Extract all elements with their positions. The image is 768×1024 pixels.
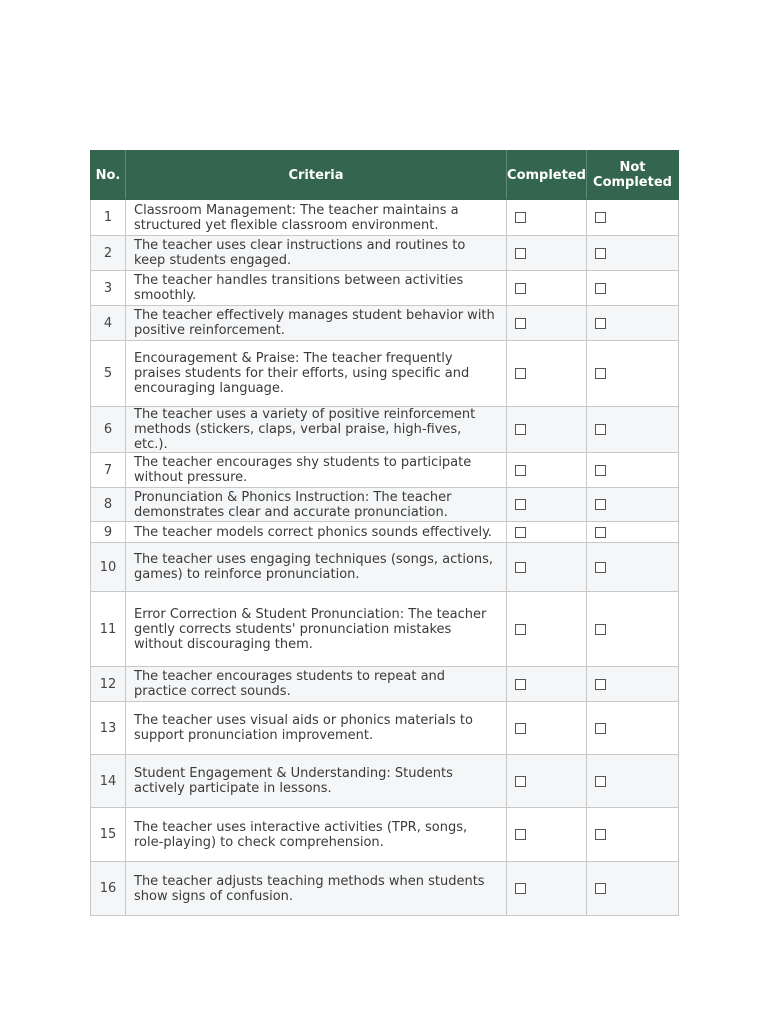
not-completed-cell xyxy=(587,341,679,407)
criteria-text: The teacher handles transitions between activities smoothly. xyxy=(126,271,507,306)
table-row xyxy=(91,522,679,543)
table-row xyxy=(91,755,679,808)
criteria-text: Classroom Management: The teacher maintains a structured yet flexible classroom environment. xyxy=(126,200,507,236)
row-number: 5 xyxy=(91,341,126,407)
completed-checkbox[interactable] xyxy=(515,776,526,787)
criteria-text: The teacher uses engaging techniques (songs, actions, games) to reinforce pronunciation. xyxy=(126,543,507,592)
not-completed-checkbox[interactable] xyxy=(595,465,606,476)
completed-checkbox[interactable] xyxy=(515,212,526,223)
completed-checkbox[interactable] xyxy=(515,465,526,476)
not-completed-checkbox[interactable] xyxy=(595,283,606,294)
not-completed-cell xyxy=(587,667,679,702)
evaluation-checklist-table xyxy=(90,150,679,916)
row-number: 16 xyxy=(91,862,126,916)
row-number: 2 xyxy=(91,236,126,271)
completed-cell xyxy=(507,453,587,488)
not-completed-checkbox[interactable] xyxy=(595,883,606,894)
not-completed-cell xyxy=(587,543,679,592)
completed-cell xyxy=(507,592,587,667)
table-row xyxy=(91,667,679,702)
completed-cell xyxy=(507,543,587,592)
not-completed-cell xyxy=(587,522,679,543)
completed-checkbox[interactable] xyxy=(515,368,526,379)
table-row xyxy=(91,306,679,341)
not-completed-checkbox[interactable] xyxy=(595,723,606,734)
row-number: 4 xyxy=(91,306,126,341)
not-completed-cell xyxy=(587,755,679,808)
header-completed: Completed xyxy=(507,151,587,200)
not-completed-cell xyxy=(587,306,679,341)
completed-cell xyxy=(507,407,587,453)
row-number: 9 xyxy=(91,522,126,543)
criteria-text: The teacher uses interactive activities (TPR, songs, role-playing) to check comprehension. xyxy=(126,808,507,862)
not-completed-cell xyxy=(587,808,679,862)
row-number: 10 xyxy=(91,543,126,592)
row-number: 14 xyxy=(91,755,126,808)
table-row xyxy=(91,200,679,236)
not-completed-checkbox[interactable] xyxy=(595,527,606,538)
table-row xyxy=(91,702,679,755)
not-completed-cell xyxy=(587,488,679,522)
completed-cell xyxy=(507,755,587,808)
completed-checkbox[interactable] xyxy=(515,318,526,329)
criteria-text: The teacher effectively manages student behavior with positive reinforcement. xyxy=(126,306,507,341)
table-row xyxy=(91,543,679,592)
criteria-text: Pronunciation & Phonics Instruction: The teacher demonstrates clear and accurate pronunciation. xyxy=(126,488,507,522)
not-completed-cell xyxy=(587,200,679,236)
completed-cell xyxy=(507,271,587,306)
row-number: 1 xyxy=(91,200,126,236)
header-criteria: Criteria xyxy=(126,151,507,200)
not-completed-cell xyxy=(587,702,679,755)
completed-cell xyxy=(507,236,587,271)
criteria-text: The teacher models correct phonics sounds effectively. xyxy=(126,522,507,543)
not-completed-checkbox[interactable] xyxy=(595,829,606,840)
header-not-completed: Not Completed xyxy=(587,151,679,200)
completed-cell xyxy=(507,488,587,522)
not-completed-checkbox[interactable] xyxy=(595,212,606,223)
row-number: 3 xyxy=(91,271,126,306)
completed-checkbox[interactable] xyxy=(515,527,526,538)
criteria-text: The teacher uses a variety of positive reinforcement methods (stickers, claps, verbal praise, high-fives, etc.). xyxy=(126,407,507,453)
completed-cell xyxy=(507,341,587,407)
completed-cell xyxy=(507,200,587,236)
criteria-text: Student Engagement & Understanding: Students actively participate in lessons. xyxy=(126,755,507,808)
table-row xyxy=(91,341,679,407)
not-completed-checkbox[interactable] xyxy=(595,318,606,329)
table-row xyxy=(91,488,679,522)
completed-checkbox[interactable] xyxy=(515,562,526,573)
row-number: 8 xyxy=(91,488,126,522)
table-row xyxy=(91,236,679,271)
criteria-text: The teacher encourages shy students to participate without pressure. xyxy=(126,453,507,488)
table-row xyxy=(91,592,679,667)
not-completed-cell xyxy=(587,592,679,667)
not-completed-checkbox[interactable] xyxy=(595,499,606,510)
table-row xyxy=(91,862,679,916)
header-no: No. xyxy=(91,151,126,200)
row-number: 7 xyxy=(91,453,126,488)
not-completed-checkbox[interactable] xyxy=(595,776,606,787)
row-number: 12 xyxy=(91,667,126,702)
not-completed-checkbox[interactable] xyxy=(595,424,606,435)
not-completed-cell xyxy=(587,271,679,306)
table-header-row xyxy=(91,151,679,200)
criteria-text: Error Correction & Student Pronunciation: The teacher gently corrects students' pronunciation mistakes without discouraging them. xyxy=(126,592,507,667)
not-completed-checkbox[interactable] xyxy=(595,679,606,690)
completed-checkbox[interactable] xyxy=(515,248,526,259)
completed-checkbox[interactable] xyxy=(515,499,526,510)
completed-checkbox[interactable] xyxy=(515,829,526,840)
criteria-text: The teacher uses clear instructions and routines to keep students engaged. xyxy=(126,236,507,271)
completed-checkbox[interactable] xyxy=(515,883,526,894)
not-completed-checkbox[interactable] xyxy=(595,248,606,259)
row-number: 6 xyxy=(91,407,126,453)
table-row xyxy=(91,407,679,453)
completed-cell xyxy=(507,667,587,702)
criteria-text: Encouragement & Praise: The teacher frequently praises students for their efforts, using specific and encouraging language. xyxy=(126,341,507,407)
row-number: 15 xyxy=(91,808,126,862)
not-completed-checkbox[interactable] xyxy=(595,368,606,379)
row-number: 13 xyxy=(91,702,126,755)
not-completed-checkbox[interactable] xyxy=(595,562,606,573)
not-completed-cell xyxy=(587,407,679,453)
completed-cell xyxy=(507,522,587,543)
completed-cell xyxy=(507,808,587,862)
not-completed-cell xyxy=(587,236,679,271)
table-row xyxy=(91,453,679,488)
completed-checkbox[interactable] xyxy=(515,424,526,435)
not-completed-cell xyxy=(587,453,679,488)
completed-checkbox[interactable] xyxy=(515,723,526,734)
completed-checkbox[interactable] xyxy=(515,624,526,635)
completed-checkbox[interactable] xyxy=(515,283,526,294)
criteria-text: The teacher encourages students to repeat and practice correct sounds. xyxy=(126,667,507,702)
completed-cell xyxy=(507,702,587,755)
table-row xyxy=(91,808,679,862)
completed-cell xyxy=(507,306,587,341)
not-completed-checkbox[interactable] xyxy=(595,624,606,635)
completed-cell xyxy=(507,862,587,916)
table-row xyxy=(91,271,679,306)
criteria-text: The teacher uses visual aids or phonics materials to support pronunciation improvement. xyxy=(126,702,507,755)
not-completed-cell xyxy=(587,862,679,916)
row-number: 11 xyxy=(91,592,126,667)
completed-checkbox[interactable] xyxy=(515,679,526,690)
criteria-text: The teacher adjusts teaching methods when students show signs of confusion. xyxy=(126,862,507,916)
